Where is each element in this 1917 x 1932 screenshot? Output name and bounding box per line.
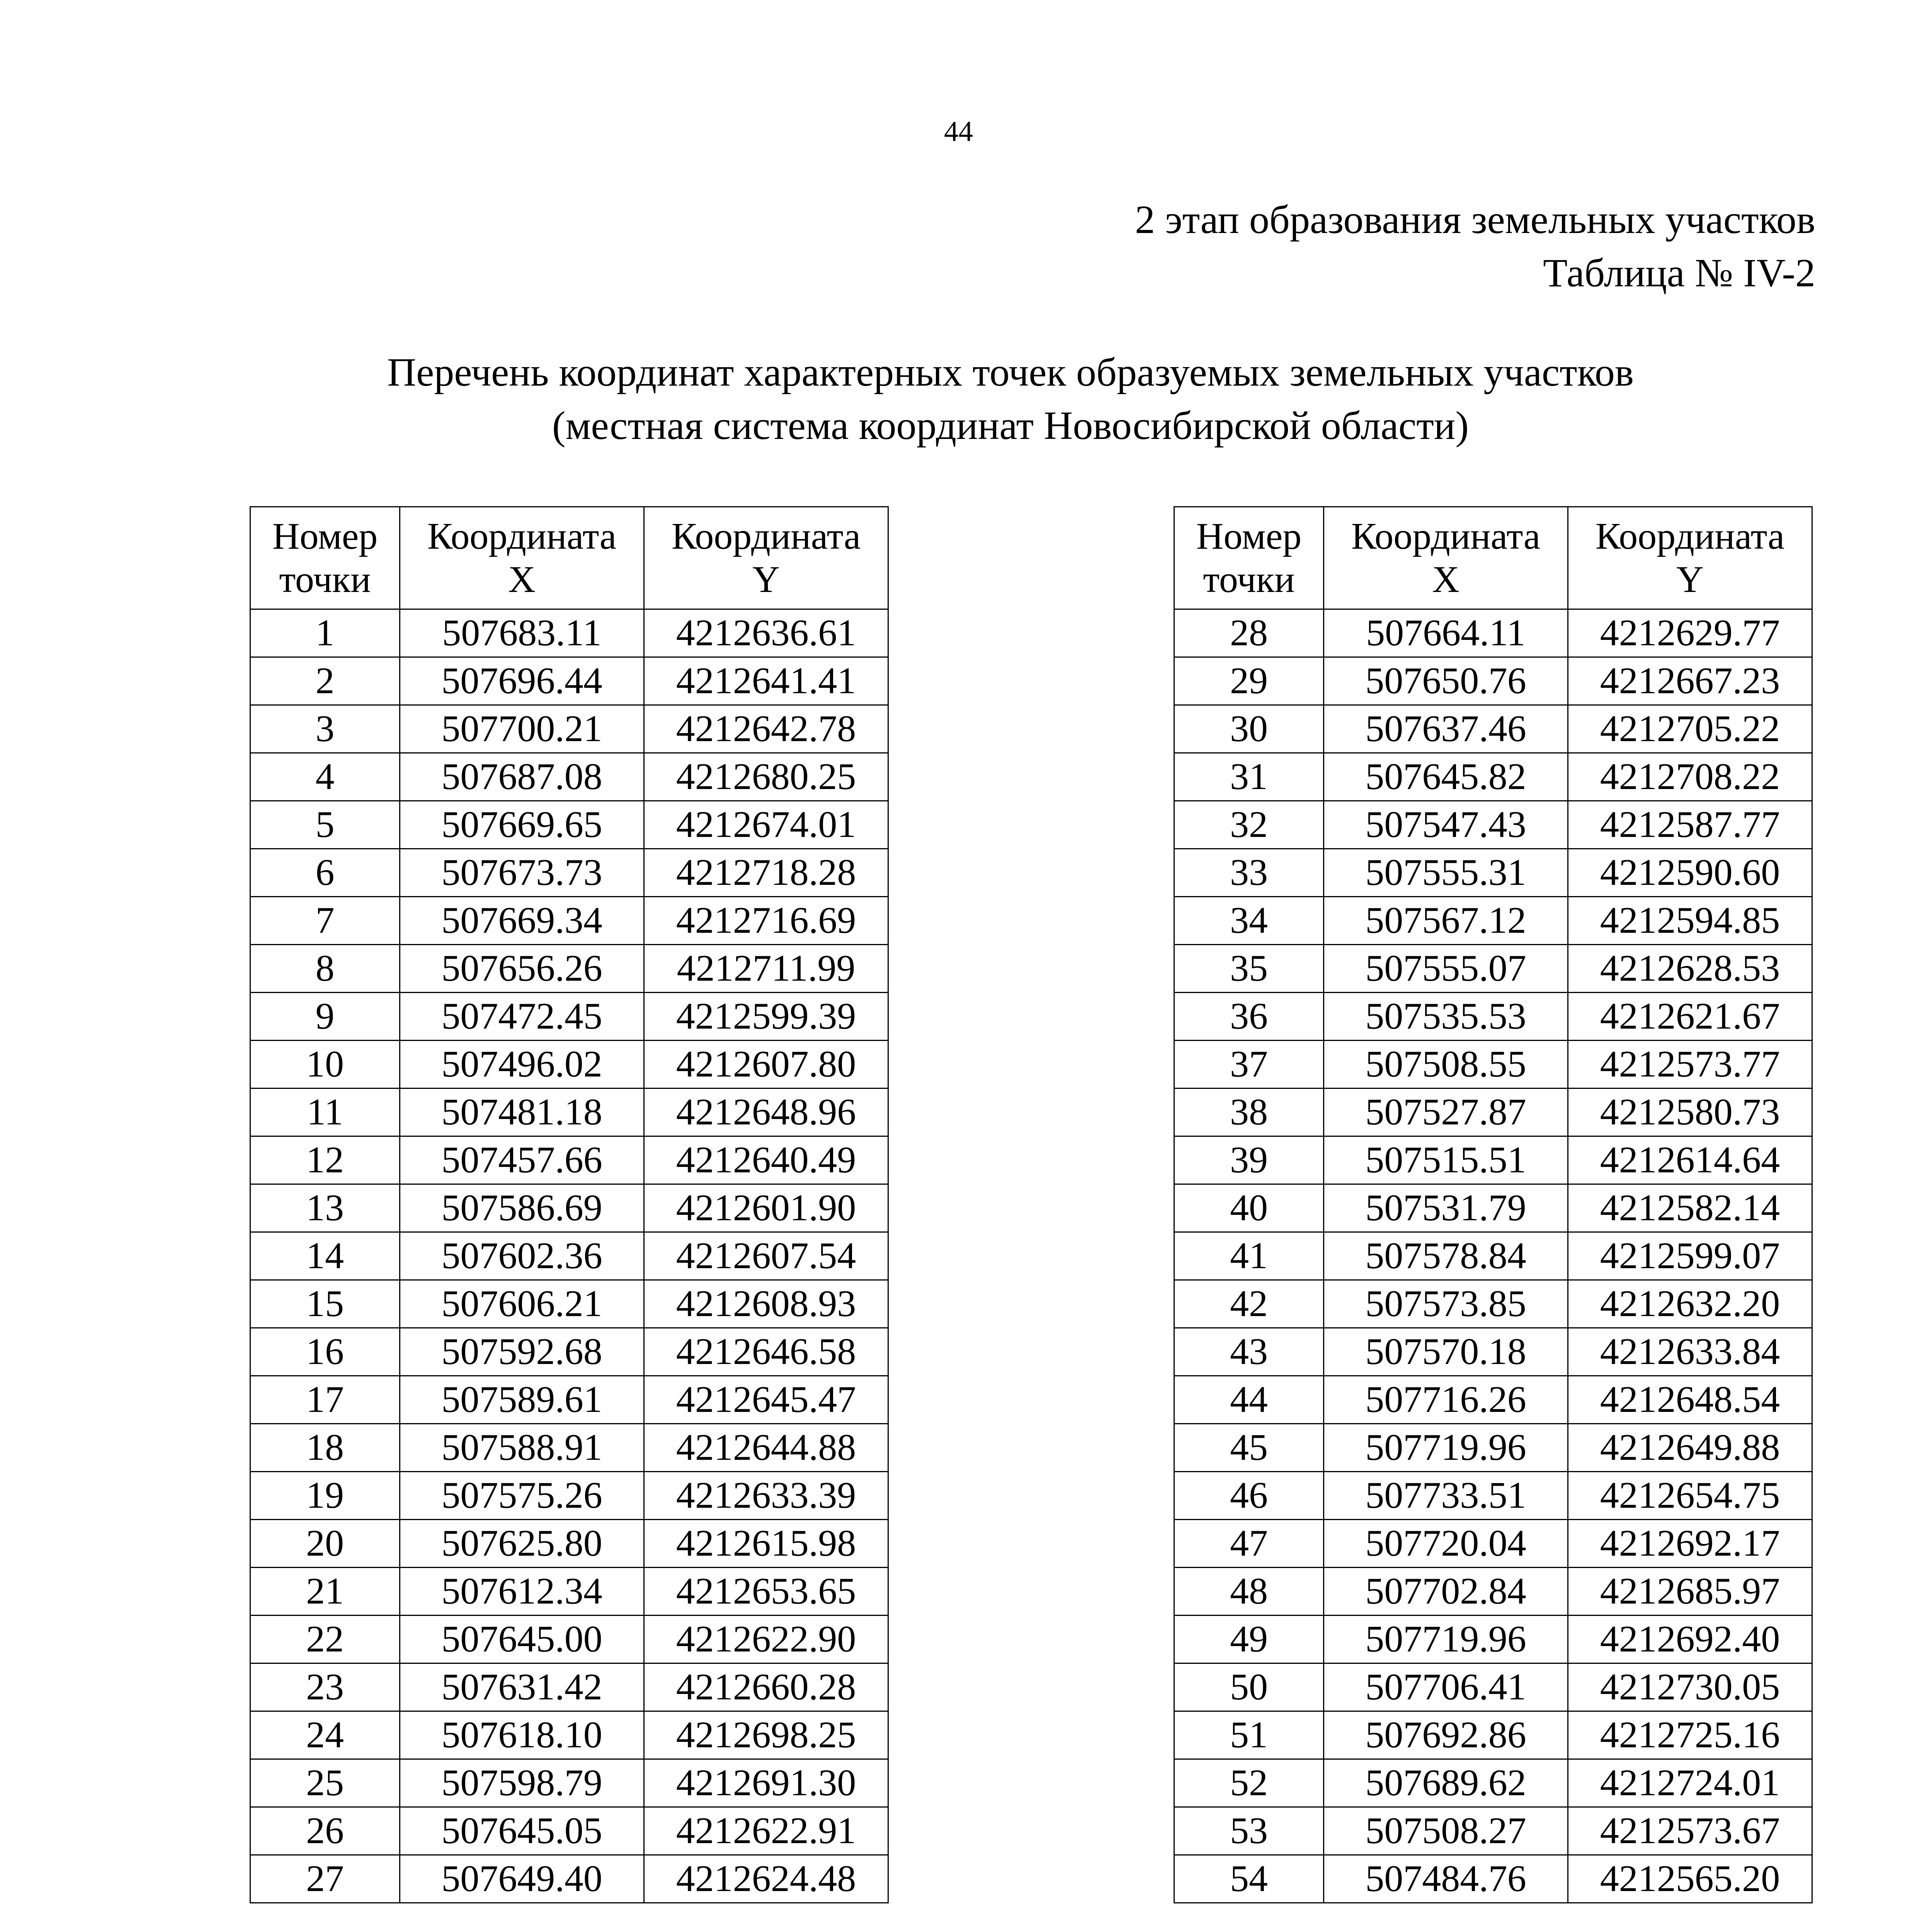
table-row [250,1280,888,1328]
coordinate-x-cell: 507689.62 [1324,1759,1568,1807]
table-row [1174,1280,1812,1328]
coordinate-x-cell: 507570.18 [1324,1328,1568,1376]
coordinate-x-cell: 507555.07 [1324,945,1568,993]
coordinate-y-cell: 4212718.28 [644,849,888,897]
coordinate-y-cell: 4212594.85 [1568,897,1812,945]
table-row [250,1759,888,1807]
coordinate-y-cell: 4212565.20 [1568,1855,1812,1903]
table-row [1174,1616,1812,1663]
point-number-cell: 29 [1174,657,1324,705]
coordinate-x-cell: 507719.96 [1324,1424,1568,1472]
coordinate-y-cell: 4212648.54 [1568,1376,1812,1424]
table-row [250,1807,888,1855]
coordinate-y-cell: 4212705.22 [1568,705,1812,753]
point-number-cell: 34 [1174,897,1324,945]
coordinate-y-cell: 4212667.23 [1568,657,1812,705]
coordinate-x-cell: 507602.36 [400,1232,644,1280]
coordinate-y-cell: 4212646.58 [644,1328,888,1376]
coordinate-x-cell: 507696.44 [400,657,644,705]
coordinate-x-cell: 507484.76 [1324,1855,1568,1903]
page-number: 44 [944,116,973,148]
coordinate-y-cell: 4212654.75 [1568,1472,1812,1520]
point-number-cell: 45 [1174,1424,1324,1472]
point-number-cell: 35 [1174,945,1324,993]
coordinate-y-cell: 4212642.78 [644,705,888,753]
header-point-number: Номер точки [250,507,400,609]
table-row [1174,897,1812,945]
coordinate-y-cell: 4212641.41 [644,657,888,705]
point-number-cell: 30 [1174,705,1324,753]
coordinate-y-cell: 4212648.96 [644,1088,888,1136]
coordinate-y-cell: 4212622.91 [644,1807,888,1855]
point-number-cell: 49 [1174,1616,1324,1663]
point-number-cell: 26 [250,1807,400,1855]
point-number-cell: 9 [250,993,400,1041]
table-body [1174,609,1812,1903]
coordinate-x-cell: 507733.51 [1324,1472,1568,1520]
point-number-cell: 32 [1174,801,1324,849]
point-number-cell: 43 [1174,1328,1324,1376]
coordinate-x-cell: 507645.82 [1324,753,1568,801]
coordinates-table-left [250,506,889,1903]
point-number-cell: 40 [1174,1184,1324,1232]
table-row [250,1088,888,1136]
coordinate-y-cell: 4212580.73 [1568,1088,1812,1136]
coordinate-y-cell: 4212601.90 [644,1184,888,1232]
coordinate-x-cell: 507481.18 [400,1088,644,1136]
point-number-cell: 23 [250,1663,400,1711]
coordinate-x-cell: 507573.85 [1324,1280,1568,1328]
coordinate-y-cell: 4212691.30 [644,1759,888,1807]
table-row [1174,801,1812,849]
table-row [1174,1041,1812,1088]
table-row [1174,1424,1812,1472]
table-header-row [1174,507,1812,609]
table-row [1174,1568,1812,1616]
coordinate-y-cell: 4212573.67 [1568,1807,1812,1855]
point-number-cell: 46 [1174,1472,1324,1520]
point-number-cell: 19 [250,1472,400,1520]
coordinate-y-cell: 4212680.25 [644,753,888,801]
coordinate-y-cell: 4212582.14 [1568,1184,1812,1232]
point-number-cell: 16 [250,1328,400,1376]
coordinate-x-cell: 507567.12 [1324,897,1568,945]
table-row [250,1424,888,1472]
coordinate-x-cell: 507496.02 [400,1041,644,1088]
coordinate-x-cell: 507575.26 [400,1472,644,1520]
table-row [250,1616,888,1663]
point-number-cell: 37 [1174,1041,1324,1088]
coordinate-x-cell: 507598.79 [400,1759,644,1807]
coordinate-x-cell: 507586.69 [400,1184,644,1232]
coordinate-x-cell: 507606.21 [400,1280,644,1328]
point-number-cell: 15 [250,1280,400,1328]
table-row [1174,1759,1812,1807]
coordinate-y-cell: 4212607.80 [644,1041,888,1088]
header-point-number: Номер точки [1174,507,1324,609]
point-number-cell: 33 [1174,849,1324,897]
point-number-cell: 2 [250,657,400,705]
point-number-cell: 14 [250,1232,400,1280]
coordinate-x-cell: 507588.91 [400,1424,644,1472]
coordinate-x-cell: 507637.46 [1324,705,1568,753]
stage-heading: 2 этап образования земельных участков [1135,197,1815,242]
table-row [1174,1807,1812,1855]
coordinate-y-cell: 4212649.88 [1568,1424,1812,1472]
coordinate-x-cell: 507700.21 [400,705,644,753]
table-row [1174,1136,1812,1184]
point-number-cell: 25 [250,1759,400,1807]
coordinate-x-cell: 507527.87 [1324,1088,1568,1136]
table-row [1174,1328,1812,1376]
coordinate-x-cell: 507531.79 [1324,1184,1568,1232]
table-row [250,609,888,657]
point-number-cell: 11 [250,1088,400,1136]
table-row [250,705,888,753]
coordinate-y-cell: 4212633.84 [1568,1328,1812,1376]
table-row [1174,1855,1812,1903]
table-row [250,1568,888,1616]
coordinate-x-cell: 507589.61 [400,1376,644,1424]
point-number-cell: 39 [1174,1136,1324,1184]
table-body [250,609,888,1903]
point-number-cell: 20 [250,1520,400,1568]
point-number-cell: 48 [1174,1568,1324,1616]
table-row [1174,1232,1812,1280]
point-number-cell: 21 [250,1568,400,1616]
point-number-cell: 3 [250,705,400,753]
coordinate-x-cell: 507618.10 [400,1711,644,1759]
table-row [1174,753,1812,801]
coordinate-y-cell: 4212599.39 [644,993,888,1041]
table-row [250,897,888,945]
table-row [1174,657,1812,705]
table-header-row [250,507,888,609]
coordinate-x-cell: 507578.84 [1324,1232,1568,1280]
coordinate-x-cell: 507650.76 [1324,657,1568,705]
point-number-cell: 13 [250,1184,400,1232]
coordinates-table-right [1174,506,1813,1903]
coordinate-y-cell: 4212640.49 [644,1136,888,1184]
point-number-cell: 50 [1174,1663,1324,1711]
coordinate-y-cell: 4212599.07 [1568,1232,1812,1280]
coordinate-y-cell: 4212587.77 [1568,801,1812,849]
coordinate-x-cell: 507716.26 [1324,1376,1568,1424]
table-row [250,1232,888,1280]
coordinate-x-cell: 507719.96 [1324,1616,1568,1663]
table-row [250,1184,888,1232]
table-row [250,753,888,801]
coordinate-y-cell: 4212608.93 [644,1280,888,1328]
table-row [1174,1711,1812,1759]
table-row [1174,1472,1812,1520]
point-number-cell: 53 [1174,1807,1324,1855]
coordinate-y-cell: 4212636.61 [644,609,888,657]
point-number-cell: 36 [1174,993,1324,1041]
header-coordinate-x: Координата X [400,507,644,609]
coordinate-x-cell: 507508.27 [1324,1807,1568,1855]
document-header [1135,193,1815,300]
coordinate-y-cell: 4212708.22 [1568,753,1812,801]
point-number-cell: 1 [250,609,400,657]
coordinate-x-cell: 507457.66 [400,1136,644,1184]
table-label: Таблица № IV-2 [1543,251,1815,295]
table-row [1174,1663,1812,1711]
coordinate-y-cell: 4212698.25 [644,1711,888,1759]
coordinate-x-cell: 507645.00 [400,1616,644,1663]
table-row [1174,705,1812,753]
table-row [250,849,888,897]
point-number-cell: 22 [250,1616,400,1663]
table-row [1174,1376,1812,1424]
table-row [250,1520,888,1568]
coordinate-y-cell: 4212730.05 [1568,1663,1812,1711]
table-row [1174,609,1812,657]
point-number-cell: 47 [1174,1520,1324,1568]
table-row [1174,849,1812,897]
coordinate-y-cell: 4212621.67 [1568,993,1812,1041]
coordinate-y-cell: 4212624.48 [644,1855,888,1903]
table-row [1174,993,1812,1041]
coordinate-x-cell: 507645.05 [400,1807,644,1855]
coordinate-x-cell: 507669.65 [400,801,644,849]
coordinate-x-cell: 507692.86 [1324,1711,1568,1759]
coordinate-y-cell: 4212692.40 [1568,1616,1812,1663]
coordinate-y-cell: 4212633.39 [644,1472,888,1520]
coordinate-x-cell: 507631.42 [400,1663,644,1711]
table-row [250,1376,888,1424]
title-line-1: Перечень координат характерных точек образуемых земельных участков [387,350,1634,395]
point-number-cell: 18 [250,1424,400,1472]
coordinate-y-cell: 4212644.88 [644,1424,888,1472]
point-number-cell: 12 [250,1136,400,1184]
coordinate-x-cell: 507683.11 [400,609,644,657]
coordinate-y-cell: 4212615.98 [644,1520,888,1568]
coordinate-x-cell: 507664.11 [1324,609,1568,657]
coordinate-y-cell: 4212629.77 [1568,609,1812,657]
coordinate-x-cell: 507687.08 [400,753,644,801]
table-row [250,945,888,993]
table-row [1174,945,1812,993]
title-line-2: (местная система координат Новосибирской области) [552,403,1469,448]
point-number-cell: 44 [1174,1376,1324,1424]
point-number-cell: 4 [250,753,400,801]
coordinate-y-cell: 4212711.99 [644,945,888,993]
point-number-cell: 24 [250,1711,400,1759]
coordinate-x-cell: 507535.53 [1324,993,1568,1041]
table-row [1174,1088,1812,1136]
header-coordinate-x: Координата X [1324,507,1568,609]
coordinate-y-cell: 4212614.64 [1568,1136,1812,1184]
coordinate-x-cell: 507555.31 [1324,849,1568,897]
point-number-cell: 8 [250,945,400,993]
point-number-cell: 7 [250,897,400,945]
table-title [0,346,1917,452]
coordinate-x-cell: 507720.04 [1324,1520,1568,1568]
coordinate-x-cell: 507472.45 [400,993,644,1041]
coordinate-x-cell: 507673.73 [400,849,644,897]
table-row [250,1663,888,1711]
header-coordinate-y: Координата Y [644,507,888,609]
table-row [250,1855,888,1903]
coordinate-x-cell: 507669.34 [400,897,644,945]
table-row [250,657,888,705]
point-number-cell: 41 [1174,1232,1324,1280]
coordinate-y-cell: 4212692.17 [1568,1520,1812,1568]
table-row [250,1711,888,1759]
table-row [250,993,888,1041]
header-coordinate-y: Координата Y [1568,507,1812,609]
coordinate-y-cell: 4212724.01 [1568,1759,1812,1807]
point-number-cell: 51 [1174,1711,1324,1759]
table-row [1174,1184,1812,1232]
coordinate-y-cell: 4212607.54 [644,1232,888,1280]
table-row [250,801,888,849]
point-number-cell: 42 [1174,1280,1324,1328]
point-number-cell: 54 [1174,1855,1324,1903]
point-number-cell: 28 [1174,609,1324,657]
table-row [250,1136,888,1184]
table-row [250,1472,888,1520]
table-row [250,1328,888,1376]
table-row [1174,1520,1812,1568]
coordinate-x-cell: 507706.41 [1324,1663,1568,1711]
table-row [250,1041,888,1088]
point-number-cell: 31 [1174,753,1324,801]
coordinate-x-cell: 507515.51 [1324,1136,1568,1184]
coordinate-y-cell: 4212685.97 [1568,1568,1812,1616]
point-number-cell: 27 [250,1855,400,1903]
coordinate-x-cell: 507508.55 [1324,1041,1568,1088]
point-number-cell: 5 [250,801,400,849]
coordinate-y-cell: 4212645.47 [644,1376,888,1424]
coordinate-y-cell: 4212660.28 [644,1663,888,1711]
coordinate-y-cell: 4212573.77 [1568,1041,1812,1088]
coordinate-y-cell: 4212632.20 [1568,1280,1812,1328]
coordinate-x-cell: 507612.34 [400,1568,644,1616]
point-number-cell: 10 [250,1041,400,1088]
point-number-cell: 52 [1174,1759,1324,1807]
coordinate-x-cell: 507656.26 [400,945,644,993]
coordinate-y-cell: 4212716.69 [644,897,888,945]
coordinate-x-cell: 507547.43 [1324,801,1568,849]
point-number-cell: 17 [250,1376,400,1424]
point-number-cell: 6 [250,849,400,897]
point-number-cell: 38 [1174,1088,1324,1136]
coordinate-y-cell: 4212725.16 [1568,1711,1812,1759]
coordinate-x-cell: 507625.80 [400,1520,644,1568]
coordinate-x-cell: 507702.84 [1324,1568,1568,1616]
coordinate-y-cell: 4212653.65 [644,1568,888,1616]
coordinate-y-cell: 4212622.90 [644,1616,888,1663]
coordinate-y-cell: 4212628.53 [1568,945,1812,993]
coordinate-y-cell: 4212674.01 [644,801,888,849]
coordinate-x-cell: 507649.40 [400,1855,644,1903]
coordinate-y-cell: 4212590.60 [1568,849,1812,897]
coordinate-x-cell: 507592.68 [400,1328,644,1376]
